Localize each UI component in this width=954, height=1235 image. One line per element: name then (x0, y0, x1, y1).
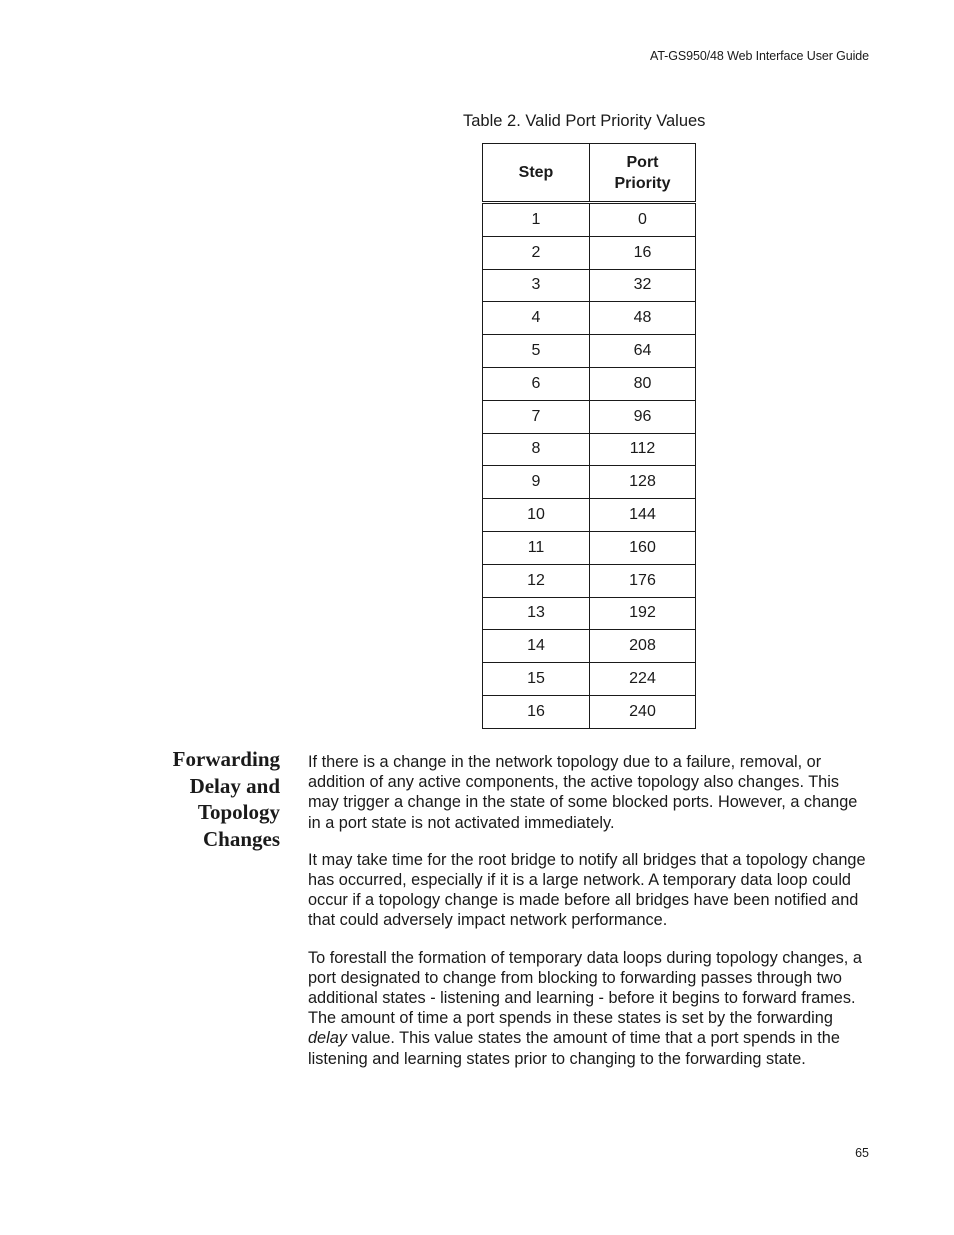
cell-step: 3 (483, 269, 590, 302)
cell-port-priority: 240 (590, 695, 696, 728)
cell-port-priority: 48 (590, 302, 696, 335)
cell-step: 1 (483, 203, 590, 237)
cell-step: 6 (483, 367, 590, 400)
paragraph-3-text-b: value. This value states the amount of time that a port spends in the listening and learning states prior to changing to the forwarding state. (308, 1029, 840, 1068)
cell-port-priority: 64 (590, 335, 696, 368)
cell-step: 11 (483, 531, 590, 564)
cell-port-priority: 144 (590, 499, 696, 532)
heading-line: Changes (202, 826, 280, 851)
paragraph-3 (308, 948, 870, 1069)
cell-port-priority: 176 (590, 564, 696, 597)
table-body (483, 203, 696, 729)
cell-port-priority: 0 (590, 203, 696, 237)
table-header-row (483, 144, 696, 203)
paragraph-1: If there is a change in the network topology due to a failure, removal, or addition of any active components, the active topology also changes. This may trigger a change in the state of some blocked ports. However, a change in a port state is not activated immediately. (308, 753, 858, 832)
table-row (483, 400, 696, 433)
cell-port-priority: 32 (590, 269, 696, 302)
table-row (483, 269, 696, 302)
cell-step: 9 (483, 466, 590, 499)
cell-step: 7 (483, 400, 590, 433)
column-header-port-priority: Port Priority (590, 144, 696, 203)
cell-port-priority: 80 (590, 367, 696, 400)
table-row (483, 302, 696, 335)
table-row (483, 531, 696, 564)
table-row (483, 630, 696, 663)
cell-step: 2 (483, 236, 590, 269)
table-row (483, 203, 696, 237)
cell-port-priority: 224 (590, 663, 696, 696)
table-row (483, 499, 696, 532)
cell-port-priority: 96 (590, 400, 696, 433)
cell-step: 12 (483, 564, 590, 597)
table-row (483, 367, 696, 400)
cell-port-priority: 160 (590, 531, 696, 564)
emphasis-delay: delay (308, 1029, 347, 1048)
table-row (483, 695, 696, 728)
column-header-step: Step (483, 144, 590, 203)
cell-step: 15 (483, 663, 590, 696)
cell-port-priority: 208 (590, 630, 696, 663)
section-body (308, 752, 870, 1086)
table-row (483, 663, 696, 696)
cell-step: 16 (483, 695, 590, 728)
table-row (483, 236, 696, 269)
cell-port-priority: 16 (590, 236, 696, 269)
paragraph-3-text-a: To forestall the formation of temporary data loops during topology changes, a port designated to change from blocking to forwarding passes through two additional states - listening and learning - before it begins to forward frames. The amount of time a port spends in these states is set by the forwarding (308, 948, 862, 1028)
table-row (483, 597, 696, 630)
table-row (483, 335, 696, 368)
cell-port-priority: 192 (590, 597, 696, 630)
cell-step: 4 (483, 302, 590, 335)
table-row (483, 433, 696, 466)
cell-step: 13 (483, 597, 590, 630)
paragraph-2: It may take time for the root bridge to notify all bridges that a topology change has occurred, especially if it is a large network. A temporary data loop could occur if a topology change is made before all bridges have been notified and that could adversely impact network performance. (308, 850, 866, 930)
section-heading (140, 746, 280, 852)
cell-port-priority: 112 (590, 433, 696, 466)
table-row (483, 564, 696, 597)
cell-step: 10 (483, 499, 590, 532)
cell-step: 14 (483, 630, 590, 663)
page-number: 65 (855, 1146, 869, 1160)
heading-line: Forwarding (172, 747, 280, 771)
running-header: AT-GS950/48 Web Interface User Guide (650, 49, 869, 63)
table-caption: Table 2. Valid Port Priority Values (463, 112, 706, 130)
heading-line: Topology (197, 800, 280, 824)
port-priority-table (482, 143, 696, 729)
cell-port-priority: 128 (590, 466, 696, 499)
cell-step: 8 (483, 433, 590, 466)
heading-line: Delay and (189, 773, 280, 798)
table-row (483, 466, 696, 499)
cell-step: 5 (483, 335, 590, 368)
